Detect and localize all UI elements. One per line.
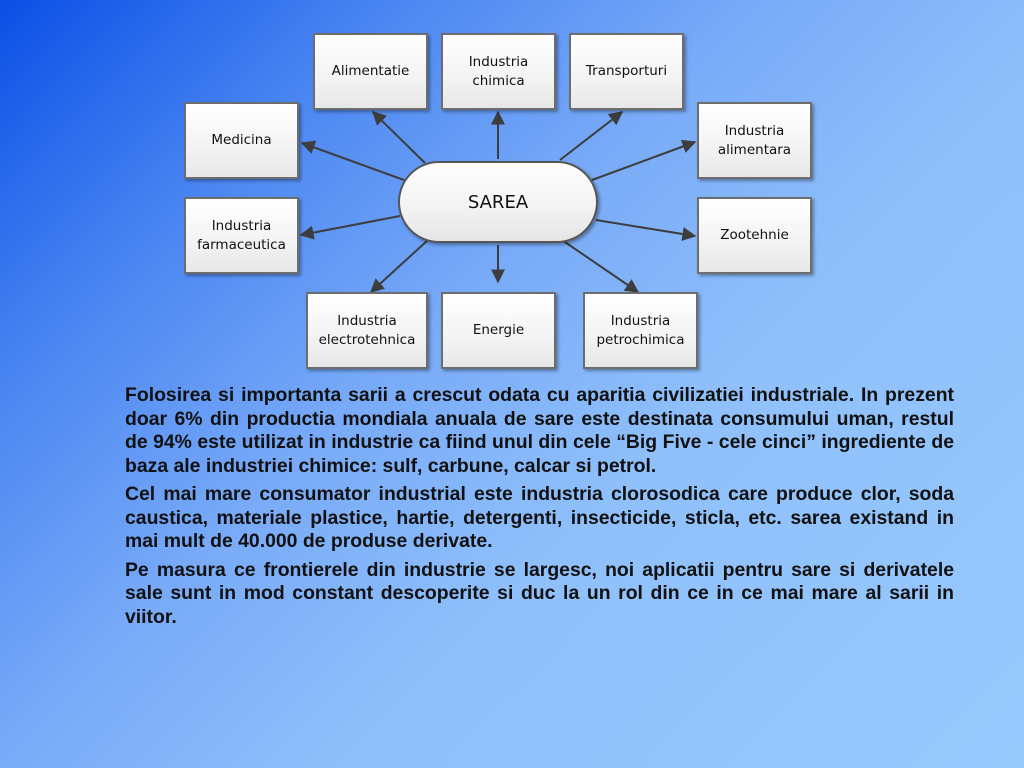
center-node-sarea: SAREA	[398, 161, 598, 243]
arrow-to-industria-farmaceutica	[301, 216, 400, 235]
node-label: Industria farmaceutica	[197, 217, 286, 253]
node-industria-chimica	[441, 33, 556, 110]
paragraph-3: Pe masura ce frontierele din industrie se largesc, noi aplicatii pentru sare si derivatele sale sunt in mod constant descoperite si duc la un rol din ce in ce mai mare al sarii in viitor.	[125, 558, 954, 628]
node-industria-alimentara	[697, 102, 812, 179]
node-label: Zootehnie	[720, 227, 789, 243]
paragraph-1: Folosirea si importanta sarii a crescut odata cu aparitia civilizatiei industriale. In prezent doar 6% din productia mondiala anuala de sare este destinata consumului uman, restul de 94% este utilizat in industrie ca fiind unul din cele “Big Five - cele cinci” ingrediente de baza ale industriei chimice: sulf, carbune, calcar si petrol.	[125, 384, 954, 477]
body-text	[125, 384, 954, 634]
arrow-to-transporturi	[560, 112, 622, 160]
paragraph-2: Cel mai mare consumator industrial este industria clorosodica care produce clor, soda caustica, materiale plastice, hartie, detergenti, insecticide, sticla, etc. sarea existand in mai mult de 40.000 de produse derivate.	[125, 483, 954, 552]
node-industria-petrochimica	[583, 292, 698, 369]
arrow-to-industria-petrochimica	[562, 240, 638, 292]
node-label: Industria electrotehnica	[318, 312, 416, 348]
node-industria-electrotehnica	[306, 292, 428, 369]
node-label: Transporturi	[585, 63, 668, 79]
node-label: Industria alimentara	[717, 122, 792, 158]
node-alimentatie	[313, 33, 428, 110]
node-zootehnie	[697, 197, 812, 274]
arrow-to-zootehnie	[596, 220, 695, 236]
node-medicina	[184, 102, 299, 179]
node-label: Industria petrochimica	[596, 312, 685, 348]
node-label: Industria chimica	[468, 53, 529, 89]
node-label: Energie	[472, 322, 525, 338]
arrow-to-medicina	[302, 143, 404, 180]
arrow-to-alimentatie	[373, 112, 425, 163]
node-industria-farmaceutica	[184, 197, 299, 274]
arrow-to-industria-electrotehnica	[371, 240, 428, 292]
node-label: Alimentatie	[331, 63, 410, 79]
salt-uses-diagram	[0, 0, 1024, 380]
node-label: Medicina	[211, 132, 272, 148]
node-energie	[441, 292, 556, 369]
node-transporturi	[569, 33, 684, 110]
arrow-to-industria-alimentara	[592, 142, 695, 180]
